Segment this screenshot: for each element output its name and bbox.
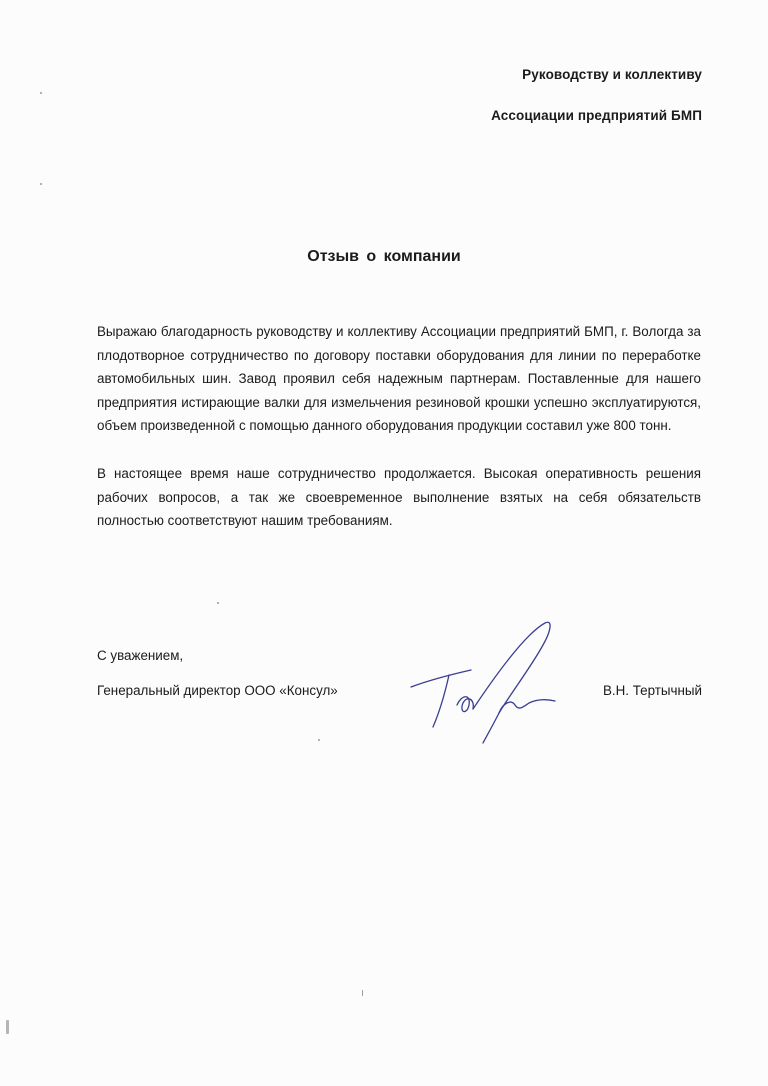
body-paragraph-1: Выражаю благодарность руководству и коллективу Ассоциации предприятий БМП, г. Вологда за плодотворное сотрудничество по договору поставки оборудования для линии по переработке автомобильных шин. Завод проявил себя надежным партнерам. Поставленные для нашего предприятия истирающие валки для измельчения резиновой крошки успешно эксплуатируются, объем произведенной с помощью данного оборудования продукции составил уже 800 тонн. (97, 324, 701, 434)
signer-name: В.Н. Тертычный (602, 683, 702, 698)
addressee-line-1: Руководству и коллективу (522, 67, 702, 82)
scan-speck (40, 92, 42, 94)
handwritten-signature (405, 615, 565, 745)
closing-regards: С уважением, (97, 648, 184, 663)
addressee-line-2: Ассоциации предприятий БМП (491, 108, 702, 123)
scan-speck (40, 183, 42, 185)
scan-speck (318, 739, 320, 741)
body-paragraph-2: В настоящее время наше сотрудничество продолжается. Высокая оперативность решения рабочих вопросов, а так же своевременное выполнение взятых на себя обязательств полностью соответствуют нашим требованиям. (97, 466, 701, 529)
scan-speck (362, 990, 363, 996)
signer-position: Генеральный директор ООО «Консул» (97, 683, 338, 698)
scan-edge-mark (6, 1020, 9, 1034)
document-title: Отзыв о компании (307, 248, 461, 265)
scan-speck (217, 602, 219, 604)
